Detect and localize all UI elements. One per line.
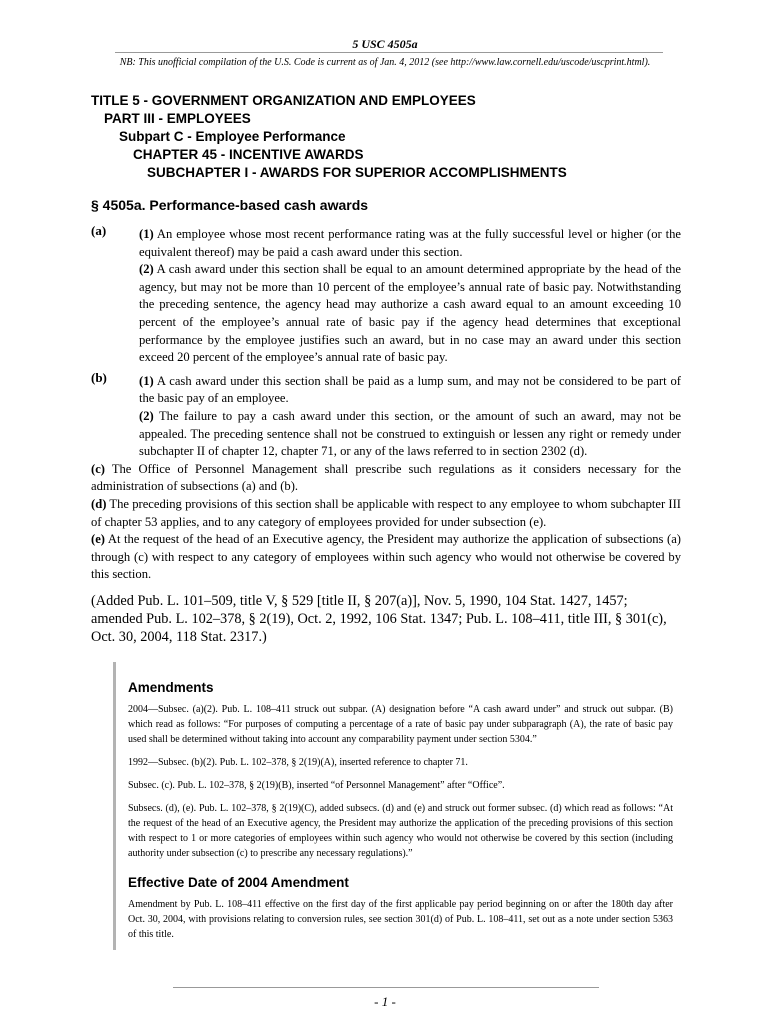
notes-block bbox=[113, 662, 673, 950]
section-body bbox=[91, 223, 682, 661]
subsection-a bbox=[91, 223, 681, 367]
running-head: 5 USC 4505a bbox=[352, 37, 418, 51]
subsection-text: At the request of the head of an Executive agency, the President may authorize the application of subsections (a) through (c) with respect to any category of employees within such agency who would not otherwise be covered by this section. bbox=[91, 532, 681, 582]
paragraph-a2 bbox=[139, 261, 681, 367]
paragraph-number: (2) bbox=[139, 408, 154, 423]
part-heading: PART III - EMPLOYEES bbox=[104, 111, 251, 126]
paragraph-b2 bbox=[139, 408, 681, 461]
subsection-marker: (e) bbox=[91, 532, 105, 547]
subsection-marker: (d) bbox=[91, 496, 107, 511]
header-rule bbox=[115, 52, 663, 53]
paragraph-number: (1) bbox=[139, 373, 154, 388]
subsection-marker: (a) bbox=[91, 223, 107, 238]
subsection-marker: (b) bbox=[91, 369, 107, 385]
effective-date-note: Amendment by Pub. L. 108–411 effective on the first day of the first applicable pay period beginning on or after the 180th day after Oct. 30, 2004, with provisions relating to conversion rules, see section 301(d) of Pub. L. 108–411, set out as a note under section 5363 of this title. bbox=[128, 899, 673, 940]
subsection-c bbox=[91, 461, 681, 496]
source-citation: (Added Pub. L. 101–509, title V, § 529 [title II, § 207(a)], Nov. 5, 1990, 104 Stat. 1427, 1457; amended Pub. L. 102–378, § 2(19), Oct. 2, 1992, 106 Stat. 1347; Pub. L. 108–411, title III, § 301(c), Oct. 30, 2004, 118 Stat. 2317.) bbox=[91, 592, 667, 646]
subpart-heading: Subpart C - Employee Performance bbox=[119, 129, 346, 144]
subsection-d bbox=[91, 496, 681, 531]
paragraph-text: A cash award under this section shall be equal to an amount determined appropriate by the head of the agency, but may not be more than 10 percent of the employee’s annual rate of basic pay. Notwithstanding the preceding sentence, the agency head may authorize a cash award equal to an amount exceeding 10 percent of the employee’s annual rate of basic pay if the agency head determines that exceptional performance by the employee justifies such an award, but in no case may an award under this section exceed 20 percent of the employee’s annual rate of basic pay. bbox=[139, 262, 681, 365]
section-heading: § 4505a. Performance-based cash awards bbox=[91, 197, 369, 213]
amendment-note: Subsec. (c). Pub. L. 102–378, § 2(19)(B), inserted “of Personnel Management” after “Office”. bbox=[128, 780, 505, 791]
paragraph-number: (1) bbox=[139, 227, 154, 241]
footer-rule bbox=[173, 987, 599, 988]
paragraph-b1 bbox=[139, 373, 681, 408]
paragraph-text: A cash award under this section shall be paid as a lump sum, and may not be considered to be part of the basic pay of an employee. bbox=[139, 373, 681, 406]
effective-date-heading: Effective Date of 2004 Amendment bbox=[128, 875, 349, 890]
subsection-e bbox=[91, 531, 681, 584]
paragraph-text: The failure to pay a cash award under this section, or the amount of such an award, may not be appealed. The preceding sentence shall not be construed to extinguish or lessen any right or remedy under subchapter II of chapter 12, chapter 71, or any of the laws referred to in section 2302 (d). bbox=[139, 408, 681, 459]
page-number: - 1 - bbox=[374, 994, 396, 1009]
paragraph-a1 bbox=[139, 226, 681, 261]
subsection-marker: (c) bbox=[91, 461, 105, 476]
title-heading: TITLE 5 - GOVERNMENT ORGANIZATION AND EMPLOYEES bbox=[91, 93, 476, 108]
paragraph-text: An employee whose most recent performance rating was at the fully successful level or higher (or the equivalent thereof) may be paid a cash award under this section. bbox=[139, 227, 681, 259]
amendments-heading: Amendments bbox=[128, 680, 214, 695]
subsection-text: The preceding provisions of this section shall be applicable with respect to any employee to whom subchapter III of chapter 53 applies, and to any category of employees provided for under subsection (e). bbox=[91, 496, 682, 529]
paragraph-number: (2) bbox=[139, 262, 154, 277]
subchapter-heading: SUBCHAPTER I - AWARDS FOR SUPERIOR ACCOMPLISHMENTS bbox=[147, 165, 567, 180]
amendment-note: 1992—Subsec. (b)(2). Pub. L. 102–378, § 2(19)(A), inserted reference to chapter 71. bbox=[128, 757, 468, 768]
chapter-heading: CHAPTER 45 - INCENTIVE AWARDS bbox=[133, 147, 364, 162]
compilation-note: NB: This unofficial compilation of the U.S. Code is current as of Jan. 4, 2012 (see http://www.law.cornell.edu/uscode/uscprint.html). bbox=[119, 57, 651, 68]
subsection-text: The Office of Personnel Management shall prescribe such regulations as it considers necessary for the administration of subsections (a) and (b). bbox=[91, 461, 681, 494]
amendment-note: Subsecs. (d), (e). Pub. L. 102–378, § 2(19)(C), added subsecs. (d) and (e) and struck out former subsec. (d) which read as follows: “At the request of the head of an Executive agency, the President may authorize the application of the preceding provisions of this section with respect to 1 or more categories of employees within such agency who would not otherwise be covered by this section (including authority under subsection (c) to prescribe any necessary regulations).” bbox=[128, 803, 673, 859]
amendment-note: 2004—Subsec. (a)(2). Pub. L. 108–411 struck out subpar. (A) designation before “A cash award under” and struck out subpar. (B) which read as follows: “For purposes of computing a percentage of a rate of basic pay under subparagraph (A), the rate of basic pay used shall be determined without taking into account any comparability payment under section 5304.” bbox=[128, 704, 673, 745]
subsection-b bbox=[91, 369, 681, 461]
